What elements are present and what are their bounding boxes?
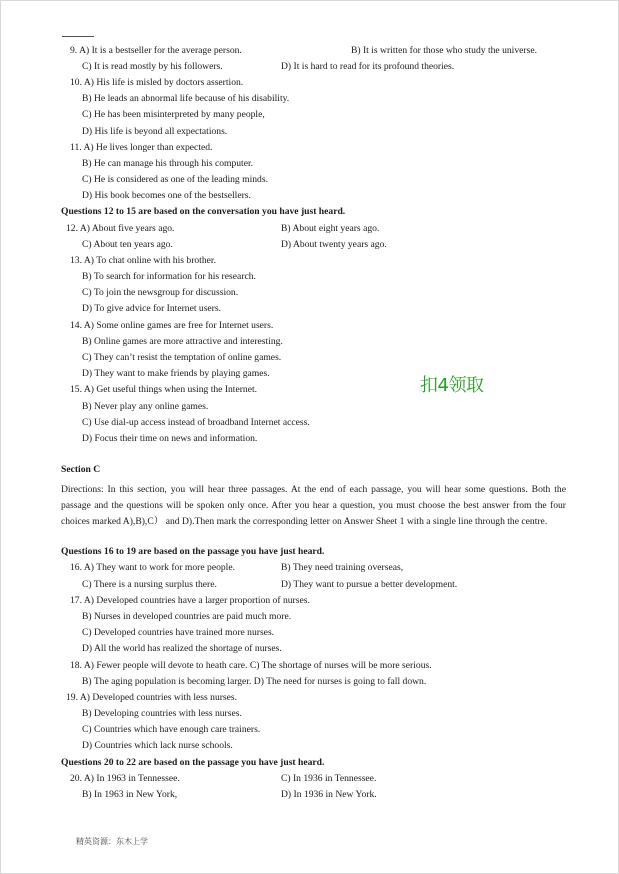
green-stamp-text: 扣4领取 xyxy=(420,375,484,396)
q15-a: 15. A) Get useful things when using the Internet. xyxy=(70,384,258,395)
q19-c: C) Countries which have enough care trainers. xyxy=(82,724,261,735)
q13-d: D) To give advice for Internet users. xyxy=(82,303,222,314)
q20-line-1: 20. A) In 1963 in Tennessee. C) In 1936 in Tennessee. xyxy=(70,773,377,784)
q11-c: C) He is considered as one of the leading minds. xyxy=(82,174,268,185)
q17-d: D) All the world has realized the shortage of nurses. xyxy=(82,643,282,654)
q9-line-2: C) It is read mostly by his followers. D) It is hard to read for its profound theories. xyxy=(82,61,455,72)
q13-a: 13. A) To chat online with his brother. xyxy=(70,255,216,266)
q13-c: C) To join the newsgroup for discussion. xyxy=(82,287,239,298)
q15-b: B) Never play any online games. xyxy=(82,401,209,412)
q14-c: C) They can’t resist the temptation of online games. xyxy=(82,352,282,363)
q10-d: D) His life is beyond all expectations. xyxy=(82,126,228,137)
q18-line-1: 18. A) Fewer people will devote to heath care. C) The shortage of nurses will be more serious. xyxy=(70,660,432,671)
q12-line-1: 12. A) About five years ago. B) About eight years ago. xyxy=(66,223,380,234)
q14-a: 14. A) Some online games are free for Internet users. xyxy=(70,320,274,331)
q19-a: 19. A) Developed countries with less nurses. xyxy=(66,692,238,703)
q19-b: B) Developing countries with less nurses. xyxy=(82,708,242,719)
q13-b: B) To search for information for his research. xyxy=(82,271,256,282)
q10-c: C) He has been misinterpreted by many people, xyxy=(82,109,265,120)
q17-c: C) Developed countries have trained more nurses. xyxy=(82,627,275,638)
group-heading-12-15: Questions 12 to 15 are based on the conversation you have just heard. xyxy=(61,206,346,217)
q10-a: 10. A) His life is misled by doctors assertion. xyxy=(70,77,244,88)
q11-b: B) He can manage his through his computer. xyxy=(82,158,254,169)
q19-d: D) Countries which lack nurse schools. xyxy=(82,740,233,751)
q9-line-1: 9. A) It is a bestseller for the average person. B) It is written for those who study the universe. xyxy=(70,45,537,56)
directions-paragraph: Directions: In this section, you will hear three passages. At the end of each passage, you will hear some questions. Both the passage and the questions will be spoken only once. After you hear a question, you must choose the best answer from the four choices marked A),B),C） and D).Then mark the corresponding letter on Answer Sheet 1 with a single line through the centre. xyxy=(61,484,566,528)
q15-d: D) Focus their time on news and information. xyxy=(82,433,258,444)
q20-line-2: B) In 1963 in New York, D) In 1936 in New York. xyxy=(82,789,377,800)
q17-a: 17. A) Developed countries have a larger proportion of nurses. xyxy=(70,595,310,606)
q14-b: B) Online games are more attractive and interesting. xyxy=(82,336,283,347)
q11-d: D) His book becomes one of the bestsellers. xyxy=(82,190,251,201)
q12-line-2: C) About ten years ago. D) About twenty years ago. xyxy=(82,239,387,250)
q16-line-1: 16. A) They want to work for more people. B) They need training overseas, xyxy=(70,562,404,573)
header-mark xyxy=(62,36,94,37)
q10-b: B) He leads an abnormal life because of his disability. xyxy=(82,93,290,104)
footer-text: 精英资源：东木上学 xyxy=(76,837,148,846)
q18-line-2: B) The aging population is becoming larger. D) The need for nurses is going to fall down. xyxy=(82,676,427,687)
q11-a: 11. A) He lives longer than expected. xyxy=(70,142,213,153)
q15-c: C) Use dial-up access instead of broadband Internet access. xyxy=(82,417,310,428)
q14-d: D) They want to make friends by playing games. xyxy=(82,368,270,379)
group-heading-20-22: Questions 20 to 22 are based on the passage you have just heard. xyxy=(61,757,325,768)
group-heading-16-19: Questions 16 to 19 are based on the passage you have just heard. xyxy=(61,546,325,557)
q17-b: B) Nurses in developed countries are paid much more. xyxy=(82,611,292,622)
q16-line-2: C) There is a nursing surplus there. D) They want to pursue a better development. xyxy=(82,579,458,590)
section-c-heading: Section C xyxy=(61,464,101,475)
